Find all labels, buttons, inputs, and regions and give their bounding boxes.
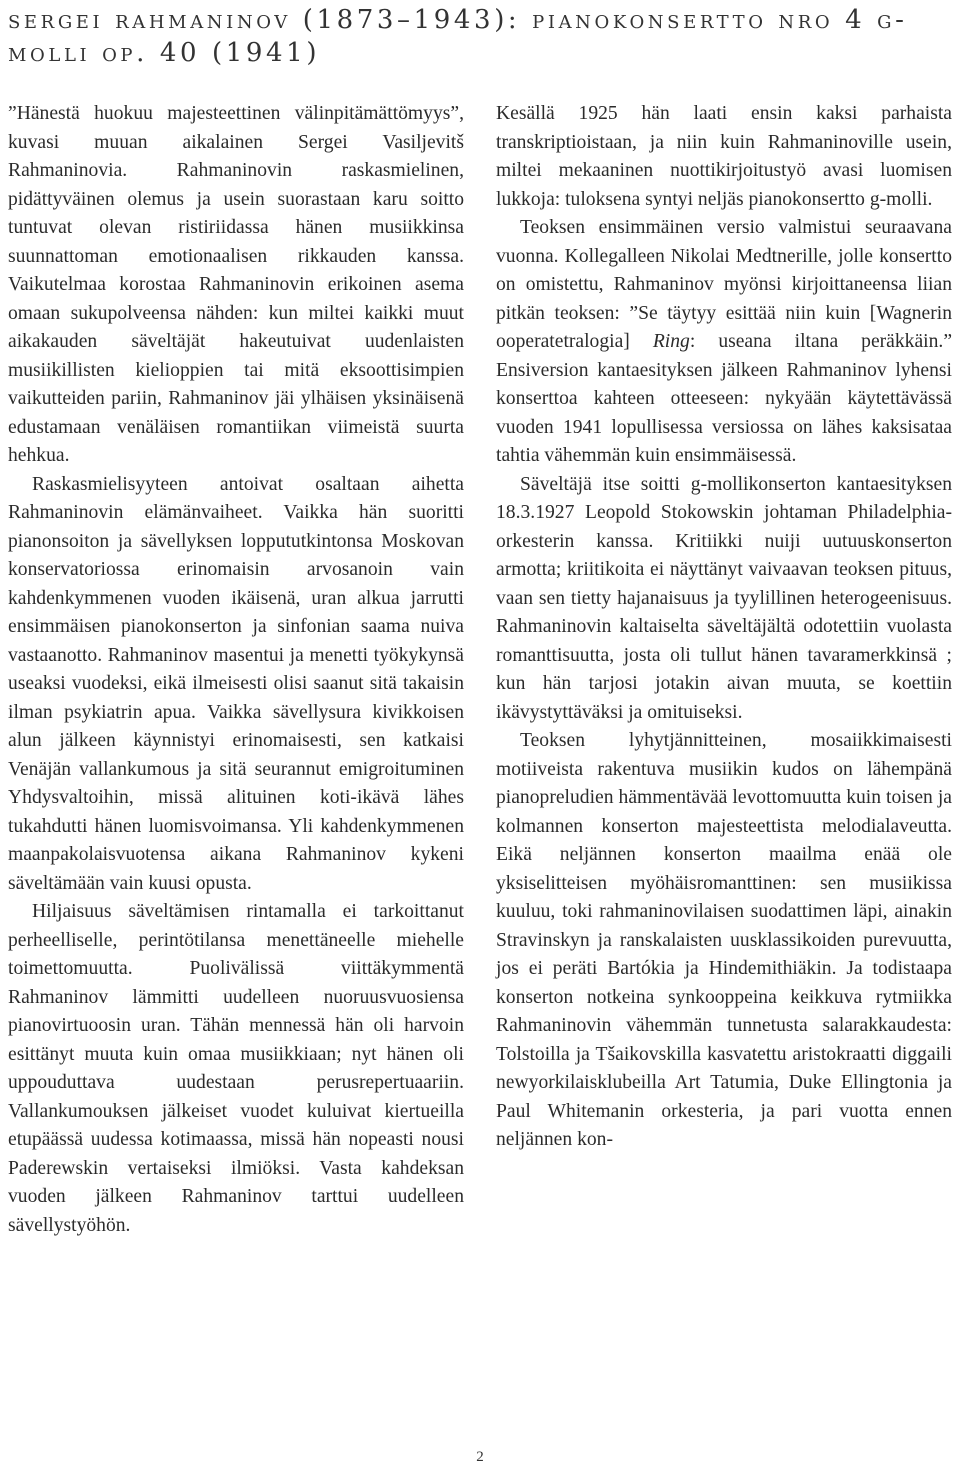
paragraph [496,100,952,214]
paragraph [496,214,952,471]
right-column [496,100,952,1155]
left-column [8,100,464,1240]
paragraph-text: Teoksen lyhytjännitteinen, mosaiikkimaisesti motiiveista rakentuva musiikin kudos on lähempänä pianopreludien hämmentävää levottomuutta kuin toisen ja kolmannen konserton majesteettista melodialaveutta. Eikä neljännen konserton maailma enää ole yksiselitteisen myöhäisromanttinen: sen musiikissa kuuluu, toki rahmaninovilaisen suodattimen läpi, ainakin Stravinskyn ja ranskalaisten uusklassikoiden purevuutta, jos ei peräti Bartókia ja Hindemithiäkin. Ja todistaapa konserton notkeina synkooppeina keikkuva rytmiikka Rahmaninovin vähemmän tunnetusta salarakkaudesta: Tolstoilla ja Tšaikovskilla kasvatettu aristokraatti diggaili newyorkilaisklubeilla Art Tatumia, Duke Ellingtonia ja Paul Whitemanin orkesteria, ja pari vuotta ennen neljännen kon- [496,730,952,1150]
work-title-emphasis: Ring [652,331,690,352]
paragraph-text: Säveltäjä itse soitti g-mollikonserton kantaesityksen 18.3.1927 Leopold Stokowskin johtaman Philadelphia-orkesterin kanssa. Kritiikki nuiji uutuuskonserton armotta; kriitikoita ei näyttänyt vaivaavan teoksen pituus, vaan sen tietty hajanaisuus ja tyylillinen heterogeenisuus. Rahmaninovin kaltaiselta säveltäjältä odotettiin vuolasta romanttisuutta, josta oli tullut hänen tavaramerkkinsä ; kun hän tarjosi jotakin aivan muuta, se koettiin ikävystyttäväksi ja omituiseksi. [496,473,952,723]
paragraph [496,471,952,728]
paragraph-text: : useana iltana peräkkäin.” Ensiversion kantaesityksen jälkeen Rahmaninov lyhensi konserttoa kahteen otteeseen: nykyään käytettävässä vuoden 1941 lopullisessa versiossa on lähes kaksisataa tahtia vähemmän kuin ensimmäisessä. [496,331,953,466]
paragraph-text: Teoksen ensimmäinen versio valmistui seuraavana vuonna. Kollegalleen Nikolai Medtnerille, jolle konsertto on omistettu, Rahmaninov myönsi kirjoittaneensa liian pitkän teoksen: ”Se täytyy esittää niin kuin [Wagnerin ooperatetralogia] [496,217,952,352]
paragraph [496,727,952,1155]
paragraph: ”Hänestä huokuu majesteettinen välinpitämättömyys”, kuvasi muuan aikalainen Sergei Vasiljevitš Rahmaninovia. Rahmaninovin raskasmielinen, pidättyväinen olemus ja usein suorastaan karu soitto tuntuvat olevan ristiriidassa hänen musiikkinsa suunnattoman emotionaalisen rikkauden kanssa. Vaikutelmaa korostaa Rahmaninovin erikoinen asema omaan sukupolveensa nähden: kun miltei kaikki muut aikakauden säveltäjät hakeutuivat uudenlaisten musiikillisten kielioppien tai mitä eksoottisimpien vaikutteiden pariin, Rahmaninov jäi ylhäisen yksinäisenä edustamaan venäläisen romantiikan viimeistä suurta hehkua. [8,103,464,466]
paragraph: Hiljaisuus säveltämisen rintamalla ei tarkoittanut perheelliselle, perintötilansa menettäneelle miehelle toimettomuutta. Puolivälissä viittäkymmentä Rahmaninov lämmitti uudelleen nuoruusvuosiensa pianovirtuoosin uran. Tähän mennessä hän oli harvoin esittänyt muuta kuin omaa musiikkiaan; nyt hänen oli uppouduttava uudestaan perusrepertuaariin. Vallankumouksen jälkeiset vuodet kuluivat kiertueilla etupäässä uudessa kotimaassa, missä hän nopeasti nousi Paderewskin vertaiseksi ilmiöksi. Vasta kahdeksan vuoden jälkeen Rahmaninov tarttui uudelleen sävellystyöhön. [8,901,464,1236]
paragraph: Raskasmielisyyteen antoivat osaltaan aihetta Rahmaninovin elämänvaiheet. Vaikka hän suoritti pianonsoiton ja sävellyksen loppututkintonsa Moskovan konservatoriossa erinomaisin arvosanoin vain kahdenkymmenen vuoden ikäisenä, uran alkua jarrutti ensimmäisen pianokonserton ja sinfonian saama nuiva vastaanotto. Rahmaninov masentui ja menetti työkykynsä useaksi vuodeksi, eikä ilmeisesti olisi saanut sitä takaisin ilman psykiatrin apua. Vaikka sävellysura kivikkoisen alun jälkeen käynnistyi erinomaisesti, sen katkaisi Venäjän vallankumous ja sitä seurannut emigroituminen Yhdysvaltoihin, missä alituinen koti-ikävä lähes tukahdutti hänen luomisvoimansa. Yli kahdenkymmenen maanpakolaisvuotensa aikana Rahmaninov kykeni säveltämään vain kuusi opusta. [8,473,464,894]
paragraph-text: Kesällä 1925 hän laati ensin kaksi parhaista transkriptioistaan, ja niin kuin Rahmaninoville usein, miltei mekaaninen nuottikirjoitustyö avasi luomisen lukkoja: tuloksena syntyi neljäs pianokonsertto g-molli. [496,103,952,210]
page-number: 2 [476,1449,484,1465]
article-title: sergei rahmaninov (1873–1943): pianokonsertto nro 4 g-molli op. 40 (1941) [8,5,908,68]
